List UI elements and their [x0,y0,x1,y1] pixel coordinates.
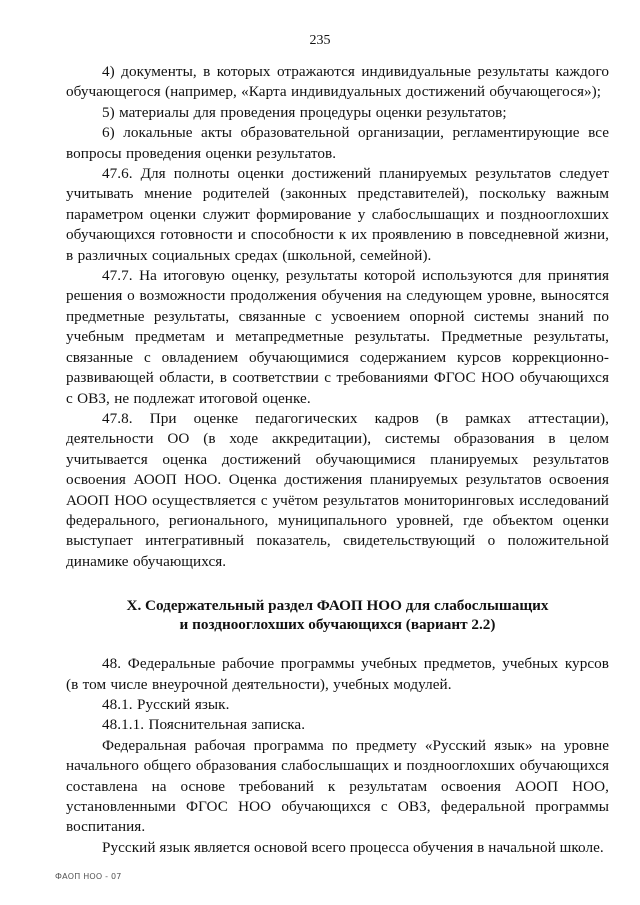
paragraph-48: 48. Федеральные рабочие программы учебных предметов, учебных курсов (в том числе внеурочной деятельности), учебных модулей. [66,655,609,693]
document-footer-code: ФАОП НОО - 07 [55,872,122,881]
paragraph-program-description: Федеральная рабочая программа по предмету «Русский язык» на уровне начального общего образования слабослышащих и позднооглохших обучающихся составлена на основе требований к результатам освоения АООП НОО, установленными ФГОС НОО обучающихся с ОВЗ, федеральной программы воспитания. [66,736,609,836]
section-heading-line-1: X. Содержательный раздел ФАОП НОО для слабослышащих [126,597,549,615]
paragraph-47-6: 47.6. Для полноты оценки достижений планируемых результатов следует учитывать мнение родителей (законных представителей), поскольку важным параметром оценки служит формирование у слабослышащих и позднооглохших обучающихся готовности и способности к их проявлению в повседневной жизни, в различных социальных средах (школьной, семейной). [66,165,609,264]
page-number: 235 [309,33,331,48]
paragraph-47-7: 47.7. На итоговую оценку, результаты которой используются для принятия решения о возможности продолжения обучения на следующем уровне, выносятся предметные результаты, связанные с усвоением опорной системы знаний по учебным предметам и метапредметные результаты. Предметные результаты, связанные с овладением обучающимися содержанием курсов коррекционно-развивающей области, в соответствии с требованиями ФГОС НОО обучающихся с ОВЗ, не подлежат итоговой оценке. [66,267,609,407]
paragraph-48-1-1: 48.1.1. Пояснительная записка. [102,716,306,734]
document-body [66,62,609,858]
section-heading [66,596,609,634]
paragraph-item-6-local-acts: 6) локальные акты образовательной организации, регламентирующие все вопросы проведения оценки результатов. [66,124,609,162]
paragraph-48-1: 48.1. Русский язык. [102,695,230,713]
paragraph-russian-language-basis: Русский язык является основой всего процесса обучения в начальной школе. [102,838,604,856]
paragraph-item-4-documents: 4) документы, в которых отражаются индивидуальные результаты каждого обучающегося (например, «Карта индивидуальных достижений обучающегося»); [66,63,609,101]
section-heading-line-2: и позднооглохших обучающихся (вариант 2.2) [179,616,496,634]
paragraph-47-8: 47.8. При оценке педагогических кадров (в рамках аттестации), деятельности ОО (в ходе аккредитации), системы образования в целом учитывается оценка достижений обучающимися планируемых результатов освоения АООП НОО. Оценка достижения планируемых результатов освоения АООП НОО осуществляется с учётом результатов мониторинговых исследований федерального, регионального, муниципального уровней, где объектом оценки выступает интегративный показатель, свидетельствующий о положительной динамике обучающихся. [66,409,609,570]
paragraph-item-5-materials: 5) материалы для проведения процедуры оценки результатов; [102,103,507,121]
